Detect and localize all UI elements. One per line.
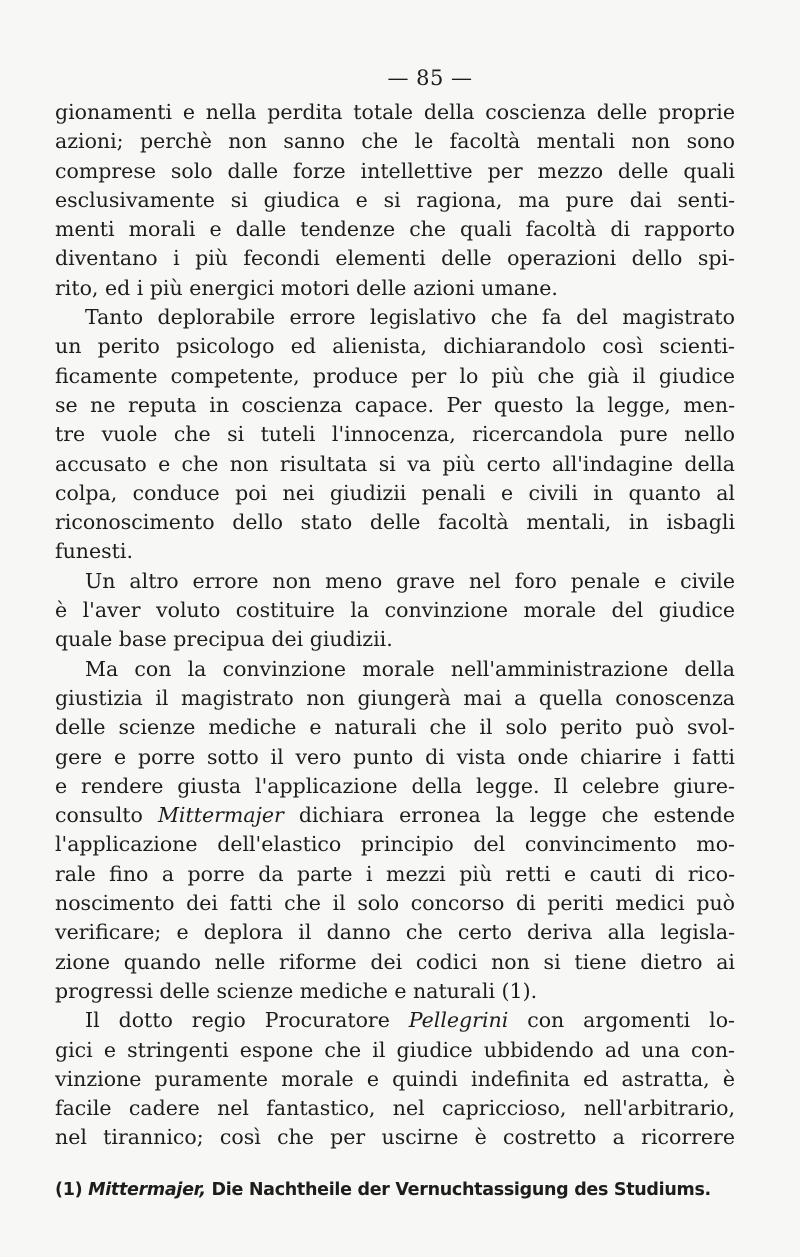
text-line: delle scienze mediche e naturali che il solo perito può svol-	[55, 715, 735, 740]
text-line: rale fino a porre da parte i mezzi più retti e cauti di rico-	[55, 861, 735, 886]
text-line: riconoscimento dello stato delle facoltà mentali, in isbagli	[55, 510, 735, 535]
text-line: giustizia il magistrato non giungerà mai a quella conoscenza	[55, 685, 735, 710]
text-line	[55, 801, 735, 830]
text-line: gici e stringenti espone che il giudice ubbidendo ad una con-	[55, 1037, 735, 1062]
paragraph-1	[55, 98, 735, 303]
text-line: l'applicazione dell'elastico principio del convincimento mo-	[55, 832, 735, 857]
text-line: gionamenti e nella perdita totale della coscienza delle proprie	[55, 100, 735, 124]
text-line: colpa, conduce poi nei giudizii penali e civili in quanto al	[55, 480, 735, 505]
text-run: con argomenti lo-	[508, 1008, 735, 1033]
text-line: funesti.	[55, 539, 133, 564]
text-line: nel tirannico; così che per uscirne è costretto a ricorrere	[55, 1125, 735, 1150]
text-line	[55, 1006, 735, 1035]
text-line: esclusivamente si giudica e si ragiona, ma pure dai senti-	[55, 187, 735, 212]
text-line: un perito psicologo ed alienista, dichiarandolo così scienti-	[55, 334, 735, 359]
footnote-author: Mittermajer,	[88, 1180, 206, 1200]
text-line: menti morali e dalle tendenze che quali facoltà di rapporto	[55, 217, 735, 242]
text-line: vinzione puramente morale e quindi indefinita ed astratta, è	[55, 1066, 735, 1091]
text-line: facile cadere nel fantastico, nel capriccioso, nell'arbitrario,	[55, 1096, 735, 1121]
text-line: accusato e che non risultata si va più certo all'indagine della	[55, 451, 735, 476]
text-run: consulto	[55, 803, 158, 828]
paragraph-3	[55, 567, 735, 655]
page-number: — 85 —	[387, 66, 473, 90]
footnote-text: Die Nachtheile der Vernuchtassigung des Studiums.	[211, 1180, 711, 1200]
text-line: se ne reputa in coscienza capace. Per questo la legge, men-	[55, 392, 735, 417]
paragraph-4	[55, 655, 735, 1007]
text-line: tre vuole che si tuteli l'innocenza, ricercandola pure nello	[55, 422, 735, 447]
author-name: Pellegrini	[408, 1008, 509, 1033]
text-line: comprese solo dalle forze intellettive per mezzo delle quali	[55, 158, 735, 183]
footnote	[55, 1180, 745, 1200]
text-line: e rendere giusta l'applicazione della legge. Il celebre giure-	[55, 773, 735, 798]
text-line: gere e porre sotto il vero punto di vista onde chiarire i fatti	[55, 744, 735, 769]
body-text	[55, 98, 735, 1153]
text-line: Un altro errore non meno grave nel foro penale e civile	[85, 568, 735, 593]
text-line: noscimento dei fatti che il solo concorso di periti medici può	[55, 891, 735, 916]
footnote-marker: (1)	[55, 1180, 83, 1200]
text-line: diventano i più fecondi elementi delle operazioni dello spi-	[55, 246, 735, 271]
text-line: ficamente competente, produce per lo più che già il giudice	[55, 363, 735, 388]
text-line: Tanto deplorabile errore legislativo che fa del magistrato	[85, 305, 735, 330]
text-line: è l'aver voluto costituire la convinzione morale del giudice	[55, 598, 735, 623]
text-line: verificare; e deplora il danno che certo deriva alla legisla-	[55, 920, 735, 945]
paragraph-2	[55, 303, 735, 567]
text-line: zione quando nelle riforme dei codici non si tiene dietro ai	[55, 949, 735, 974]
text-line: Ma con la convinzione morale nell'amministrazione della	[85, 656, 735, 681]
text-line: progressi delle scienze mediche e naturali (1).	[55, 978, 538, 1003]
text-line: rito, ed i più energici motori delle azioni umane.	[55, 275, 558, 300]
text-run: dichiara erronea la legge che estende	[283, 803, 735, 828]
text-line: azioni; perchè non sanno che le facoltà mentali non sono	[55, 129, 735, 154]
author-name: Mittermajer	[157, 803, 284, 828]
paragraph-5	[55, 1006, 735, 1152]
text-line: quale base precipua dei giudizii.	[55, 627, 393, 652]
text-run: Il dotto regio Procuratore	[85, 1008, 409, 1033]
